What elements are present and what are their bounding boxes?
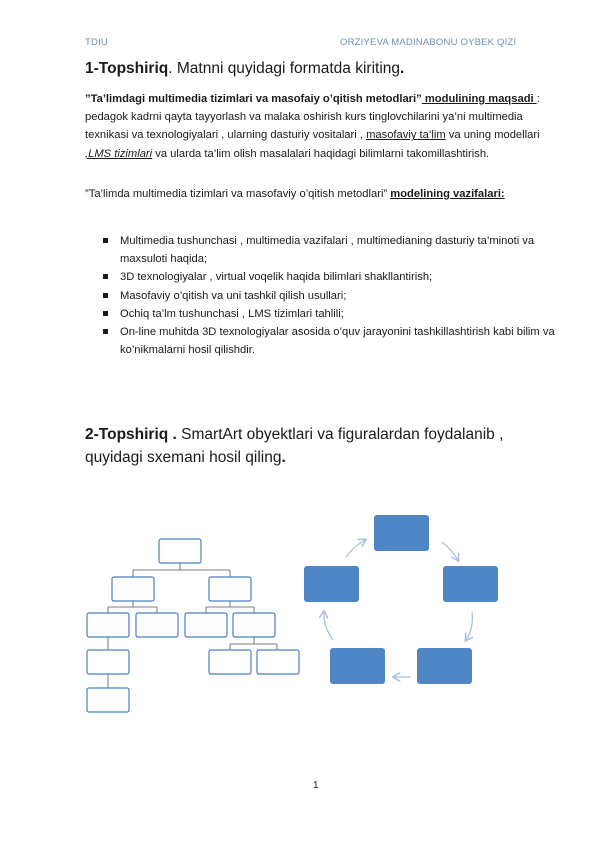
cycle-arrow [442,542,458,560]
hierarchy-box-level2-left [112,577,154,601]
task1-number: 1-Topshiriq [85,60,169,77]
bullet-item: On-line muhitda 3D texnologiyalar asosida o’quv jarayonini tashkillashtirish kabi bilim va ko’nikmalarni hosil qilishdir. [103,323,563,359]
hierarchy-box-root [159,539,201,563]
cycle-box-left [304,566,359,602]
task2-end: . [281,449,286,466]
goal-lms-term: ,LMS tizimlari [85,147,153,160]
hierarchy-box-level3 [185,613,227,637]
header-right: ORZIYEVA MADINABONU OYBEK QIZI [340,37,517,48]
bullet-item: Ochiq ta’lm tushunchasi , LMS tizimlari tahlili; [103,305,563,323]
task2-text: SmartArt obyektlari va figuralardan foydalanib , quyidagi sxemani hosil qiling [85,426,504,466]
module-title: ”Ta’limdagi multimedia tizimlari va masofaiy o’qitish metodlari” [85,93,422,105]
hierarchy-box-level3 [136,613,178,637]
goal-text-2: va uning modellari [445,129,540,142]
cycle-box-right [443,566,498,602]
hierarchy-box-level3 [233,613,275,637]
cycle-box-bottom-right [417,648,472,684]
task1-text: . Matnni quyidagi formatda kiriting [168,60,401,77]
task1-end: . [400,60,405,77]
hierarchy-box-level2-right [209,577,251,601]
hierarchy-box-level4 [209,650,251,674]
cycle-arrow [324,612,333,640]
bullet-item: 3D texnologiyalar , virtual voqelik haqida bilimlari shakllantirish; [103,268,563,286]
hierarchy-box-level4 [87,650,129,674]
cycle-arrow [346,540,365,557]
tasks-intro-text: ”Ta’limda multimedia tizimlari va masofaviy o’qitish metodlari” [85,188,391,200]
hierarchy-chart [87,539,299,712]
bullet-item: Masofaviy o’qitish va uni tashkil qilish usullari; [103,287,563,305]
cycle-box-top [374,515,429,551]
goal-text-3: va ularda ta’lim olish masalalari haqidagi bilimlarni takomillashtirish. [152,147,490,160]
cycle-arrow [466,612,472,640]
cycle-chart [304,515,498,684]
header-left: TDIU [85,37,108,48]
cycle-box-bottom-left [330,648,385,684]
hierarchy-box-level5 [87,688,129,712]
goal-underlined-term: masofaviy ta’lim [366,129,446,142]
tasks-label: modelining vazifalari: [390,188,505,200]
bullet-item: Multimedia tushunchasi , multimedia vazifalari , multimedianing dasturiy ta’minoti va maxsuloti haqida; [103,232,563,268]
hierarchy-box-level4 [257,650,299,674]
goal-text-1: : pedagok kadrni qayta tayyorlash va malaka oshirish kurs tinglovchilarini ya’ni multimedia texnikasi va texnologiyalari , ularning dasturiy vositalari , [85,93,540,142]
page-number: 1 [313,780,319,791]
task2-number: 2-Topshiriq . [85,426,177,443]
hierarchy-box-level3 [87,613,129,637]
module-goal-label: modulining maqsadi [421,93,537,105]
